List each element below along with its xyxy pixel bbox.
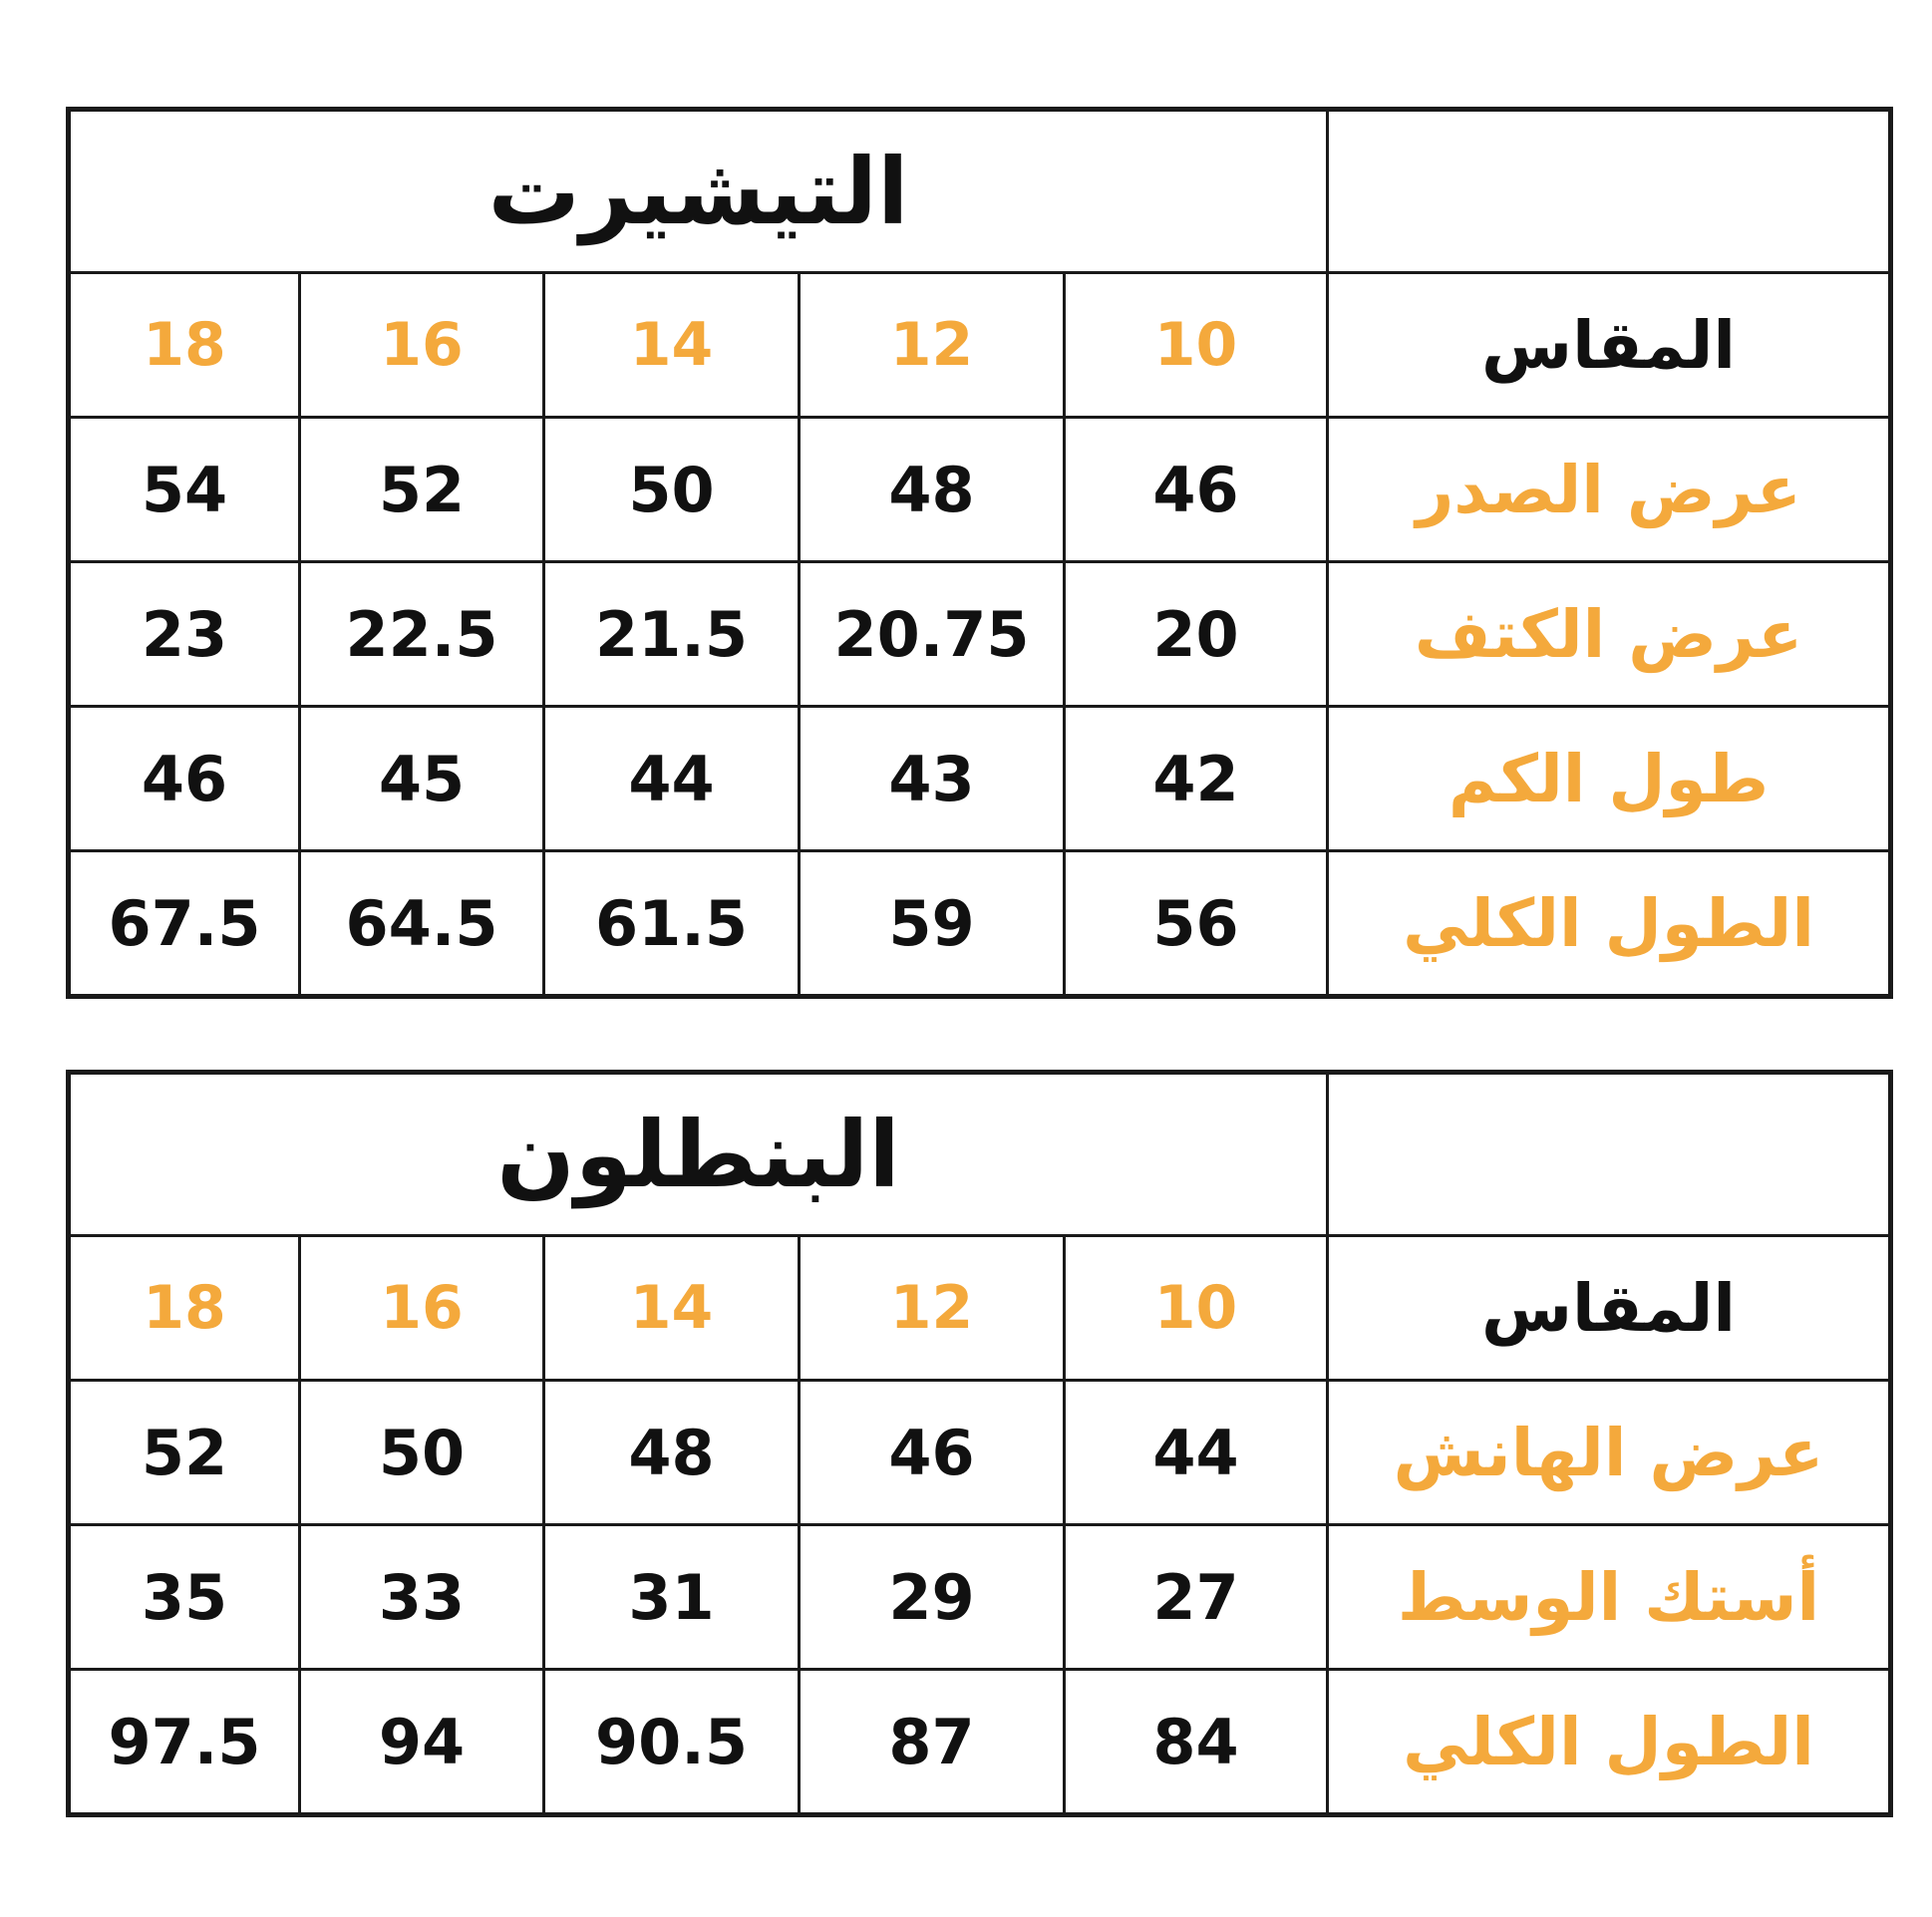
measurement-value: 97.5 xyxy=(70,1670,300,1814)
table-row xyxy=(70,1381,1890,1525)
measurement-value: 52 xyxy=(300,418,544,562)
measurement-value: 31 xyxy=(544,1525,800,1670)
measurement-label: طول الكم xyxy=(1328,707,1890,851)
tshirt-size-table xyxy=(68,109,1891,997)
measurement-value: 48 xyxy=(800,418,1065,562)
measurement-value: 43 xyxy=(800,707,1065,851)
measurement-label: أستك الوسط xyxy=(1328,1525,1890,1670)
size-label: المقاس xyxy=(1328,1236,1890,1381)
measurement-value: 29 xyxy=(800,1525,1065,1670)
measurement-value: 27 xyxy=(1065,1525,1328,1670)
size-label: المقاس xyxy=(1328,273,1890,418)
measurement-value: 23 xyxy=(70,562,300,707)
size-header: 16 xyxy=(300,273,544,418)
measurement-value: 54 xyxy=(70,418,300,562)
measurement-value: 46 xyxy=(800,1381,1065,1525)
size-header: 12 xyxy=(800,1236,1065,1381)
table-row xyxy=(70,418,1890,562)
measurement-value: 48 xyxy=(544,1381,800,1525)
measurement-value: 50 xyxy=(544,418,800,562)
tshirt-title-empty-cell xyxy=(1328,111,1890,273)
measurement-value: 33 xyxy=(300,1525,544,1670)
measurement-value: 56 xyxy=(1065,851,1328,996)
table-row xyxy=(70,562,1890,707)
table-row xyxy=(70,851,1890,996)
measurement-value: 21.5 xyxy=(544,562,800,707)
measurement-value: 67.5 xyxy=(70,851,300,996)
measurement-value: 42 xyxy=(1065,707,1328,851)
measurement-value: 22.5 xyxy=(300,562,544,707)
size-header: 10 xyxy=(1065,273,1328,418)
measurement-value: 44 xyxy=(1065,1381,1328,1525)
table-row xyxy=(70,1525,1890,1670)
measurement-label: عرض الهانش xyxy=(1328,1381,1890,1525)
measurement-value: 84 xyxy=(1065,1670,1328,1814)
measurement-value: 50 xyxy=(300,1381,544,1525)
measurement-value: 44 xyxy=(544,707,800,851)
tshirt-size-header-row xyxy=(70,273,1890,418)
table-row xyxy=(70,707,1890,851)
measurement-label: عرض الكتف xyxy=(1328,562,1890,707)
size-header: 18 xyxy=(70,1236,300,1381)
measurement-value: 94 xyxy=(300,1670,544,1814)
size-header: 12 xyxy=(800,273,1065,418)
measurement-value: 45 xyxy=(300,707,544,851)
measurement-value: 64.5 xyxy=(300,851,544,996)
pants-size-header-row xyxy=(70,1236,1890,1381)
measurement-value: 35 xyxy=(70,1525,300,1670)
size-header: 16 xyxy=(300,1236,544,1381)
measurement-value: 61.5 xyxy=(544,851,800,996)
measurement-value: 46 xyxy=(1065,418,1328,562)
size-header: 14 xyxy=(544,1236,800,1381)
tshirt-title-row xyxy=(70,111,1890,273)
measurement-value: 59 xyxy=(800,851,1065,996)
measurement-value: 52 xyxy=(70,1381,300,1525)
size-header: 18 xyxy=(70,273,300,418)
measurement-value: 90.5 xyxy=(544,1670,800,1814)
pants-title-row xyxy=(70,1074,1890,1236)
measurement-label: الطول الكلي xyxy=(1328,851,1890,996)
pants-title: البنطلون xyxy=(70,1074,1328,1236)
pants-size-table xyxy=(68,1072,1891,1815)
size-header: 10 xyxy=(1065,1236,1328,1381)
pants-title-empty-cell xyxy=(1328,1074,1890,1236)
measurement-label: عرض الصدر xyxy=(1328,418,1890,562)
size-header: 14 xyxy=(544,273,800,418)
table-row xyxy=(70,1670,1890,1814)
measurement-value: 20.75 xyxy=(800,562,1065,707)
tshirt-title: التيشيرت xyxy=(70,111,1328,273)
measurement-value: 20 xyxy=(1065,562,1328,707)
measurement-value: 46 xyxy=(70,707,300,851)
measurement-label: الطول الكلي xyxy=(1328,1670,1890,1814)
measurement-value: 87 xyxy=(800,1670,1065,1814)
